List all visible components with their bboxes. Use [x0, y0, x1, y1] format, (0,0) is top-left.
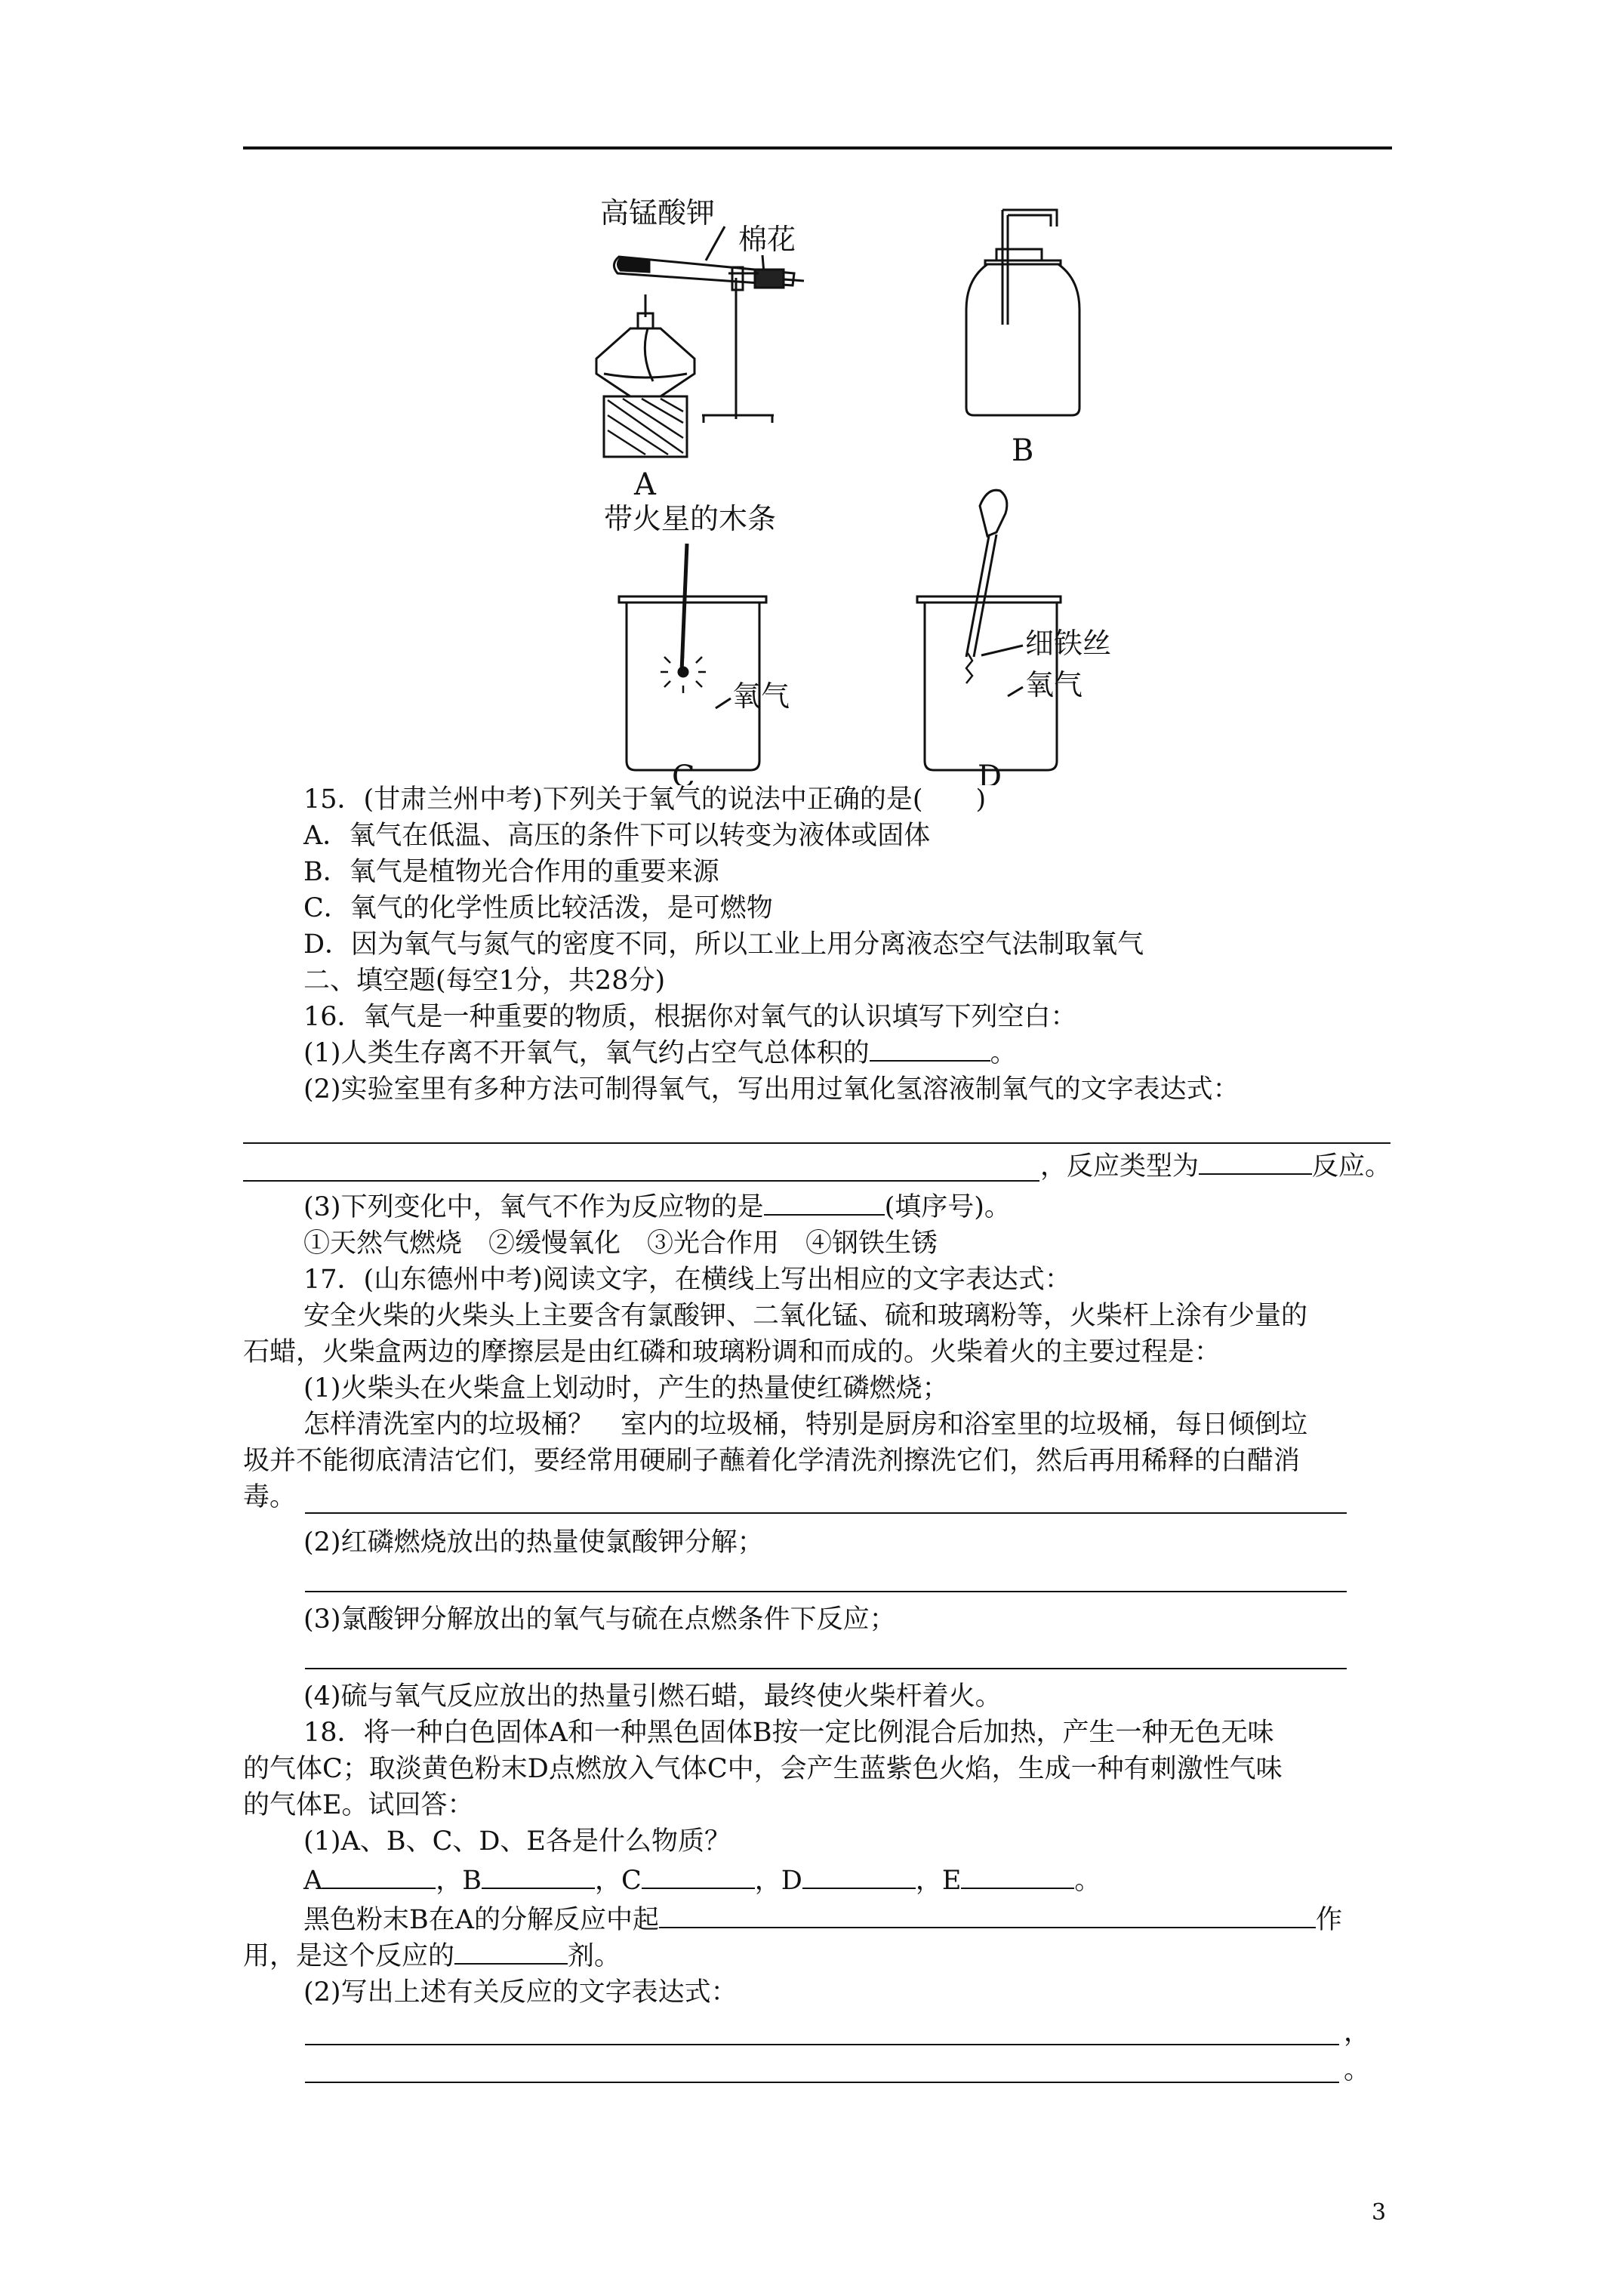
q18-blank-a[interactable]: [322, 1865, 436, 1889]
caption-b: B: [1012, 433, 1034, 468]
q17-answer-line-2[interactable]: [305, 1591, 1347, 1592]
label-oxygen-c: 氧气: [732, 680, 790, 713]
section-heading: 二、填空题(每空1分，共28分): [303, 966, 666, 996]
q18-blank-agent[interactable]: [454, 1940, 568, 1965]
q17-noise-1: 怎样清洗室内的垃圾桶？ 室内的垃圾桶，特别是厨房和浴室里的垃圾桶，每日倾倒垃: [303, 1410, 1308, 1440]
q16-reaction-type-end: 反应。: [1312, 1151, 1392, 1182]
q18-blanks-end: 。: [1074, 1866, 1101, 1896]
q17-answer-line-1[interactable]: [305, 1512, 1347, 1514]
q17-noise-3: 毒。: [243, 1482, 297, 1512]
q17-part2: (2)红磷燃烧放出的热量使氯酸钾分解；: [303, 1527, 764, 1558]
q17-noise-2: 圾并不能彻底清洁它们，要经常用硬刷子蘸着化学清洗剂擦洗它们，然后再用稀释的白醋消: [243, 1446, 1301, 1476]
caption-a: A: [634, 467, 656, 502]
q16-blank-number[interactable]: [764, 1191, 885, 1216]
q15-option-c: C．氧气的化学性质比较活泼，是可燃物: [303, 893, 773, 923]
q16-part1-end: 。: [990, 1038, 1017, 1068]
q16-reaction-type-text: ，反应类型为: [1040, 1151, 1200, 1182]
q18-blank-c[interactable]: [642, 1865, 755, 1889]
q15-option-b: B．氧气是植物光合作用的重要来源: [303, 857, 719, 887]
q17-para-1: 安全火柴的火柴头上主要含有氯酸钾、二氧化锰、硫和玻璃粉等，火柴杆上涂有少量的: [303, 1301, 1308, 1331]
q16-part2-tail: [1040, 1150, 1391, 1183]
q16-blank-reaction-type[interactable]: [1199, 1151, 1312, 1175]
q18-role-row: [303, 1903, 1342, 1937]
q17-part1: (1)火柴头在火柴盒上划动时，产生的热量使红磷燃烧；: [303, 1373, 949, 1404]
q16-part1-text: (1)人类生存离不开氧气，氧气约占空气总体积的: [303, 1038, 870, 1068]
q15-option-d: D．因为氧气与氮气的密度不同，所以工业上用分离液态空气法制取氧气: [303, 929, 1144, 960]
q18-label-c: ，C: [595, 1866, 642, 1896]
label-cotton: 棉花: [738, 223, 796, 256]
q18-blank-d[interactable]: [802, 1865, 916, 1889]
q18-agent-text: 用，是这个反应的: [243, 1941, 455, 1971]
caption-d: D: [978, 760, 1002, 785]
apparatus-d: [917, 490, 1111, 785]
page-number: 3: [1372, 2199, 1387, 2226]
q18-part2: (2)写出上述有关反应的文字表达式：: [303, 1977, 738, 2008]
q16-blank-fraction[interactable]: [870, 1037, 990, 1062]
q18-answer-line-1[interactable]: [305, 2044, 1339, 2045]
q18-blanks-row: [303, 1864, 1101, 1897]
q16-answer-line-1[interactable]: [243, 1142, 1390, 1144]
label-oxygen-d: 氧气: [1025, 668, 1083, 701]
q17-para-2: 石蜡，火柴盒两边的摩擦层是由红磷和玻璃粉调和而成的。火柴着火的主要过程是：: [243, 1337, 1221, 1367]
caption-c: C: [672, 760, 695, 785]
apparatus-a: [596, 196, 804, 502]
q18-label-e: ，E: [915, 1866, 962, 1896]
q18-label-a: A: [303, 1866, 323, 1896]
label-kmno4: 高锰酸钾: [600, 196, 716, 230]
q18-label-d: ，D: [754, 1866, 802, 1896]
q15-stem: 15．(甘肃兰州中考)下列关于氧气的说法中正确的是( ): [303, 784, 987, 815]
apparatus-b: [966, 210, 1079, 468]
q18-blank-role[interactable]: [659, 1904, 1316, 1928]
header-rule: [243, 146, 1392, 149]
q18-blank-e[interactable]: [961, 1865, 1074, 1889]
q17-stem: 17．(山东德州中考)阅读文字，在横线上写出相应的文字表达式：: [303, 1265, 1071, 1295]
q16-answer-line-2[interactable]: [243, 1180, 1039, 1182]
q18-answer-line-2[interactable]: [305, 2082, 1339, 2083]
q18-stem: 18．将一种白色固体A和一种黑色固体B按一定比例混合后加热，产生一种无色无味: [303, 1718, 1274, 1748]
q17-part4: (4)硫与氧气反应放出的热量引燃石蜡，最终使火柴杆着火。: [303, 1681, 1002, 1712]
q16-stem: 16．氧气是一种重要的物质，根据你对氧气的认识填写下列空白：: [303, 1002, 1077, 1032]
q18-line1-end: ，: [1344, 2017, 1371, 2048]
q18-line-2: 的气体C；取淡黄色粉末D点燃放入气体C中，会产生蓝紫色火焰，生成一种有刺激性气味: [243, 1754, 1283, 1784]
q16-part3-text: (3)下列变化中，氧气不作为反应物的是: [303, 1192, 764, 1222]
q18-blank-b[interactable]: [482, 1865, 595, 1889]
q18-line-3: 的气体E。试回答：: [243, 1790, 474, 1820]
q18-role-text: 黑色粉末B在A的分解反应中起: [303, 1905, 659, 1935]
q16-options: ①天然气燃烧 ②缓慢氧化 ③光合作用 ④钢铁生锈: [303, 1228, 938, 1259]
label-splint: 带火星的木条: [604, 502, 777, 535]
q16-part3: [303, 1191, 1011, 1224]
q16-part3-end: (填序号)。: [884, 1192, 1011, 1222]
label-wire: 细铁丝: [1025, 627, 1112, 660]
q16-part2: (2)实验室里有多种方法可制得氧气，写出用过氧化氢溶液制氧气的文字表达式：: [303, 1074, 1240, 1105]
apparatus-c: [604, 502, 790, 785]
q18-agent-row: [243, 1940, 621, 1973]
q17-part3: (3)氯酸钾分解放出的氧气与硫在点燃条件下反应；: [303, 1604, 896, 1635]
q17-answer-line-3[interactable]: [305, 1668, 1347, 1669]
q18-label-b: ，B: [436, 1866, 482, 1896]
q16-part1: [303, 1037, 1017, 1070]
q15-option-a: A．氧气在低温、高压的条件下可以转变为液体或固体: [303, 821, 931, 851]
q18-agent-end: 剂。: [568, 1941, 621, 1971]
q18-line2-end: 。: [1344, 2055, 1371, 2085]
q18-role-tail: 作: [1316, 1905, 1343, 1935]
q18-part1: (1)A、B、C、D、E各是什么物质？: [303, 1826, 731, 1857]
apparatus-figure: [574, 189, 1193, 785]
